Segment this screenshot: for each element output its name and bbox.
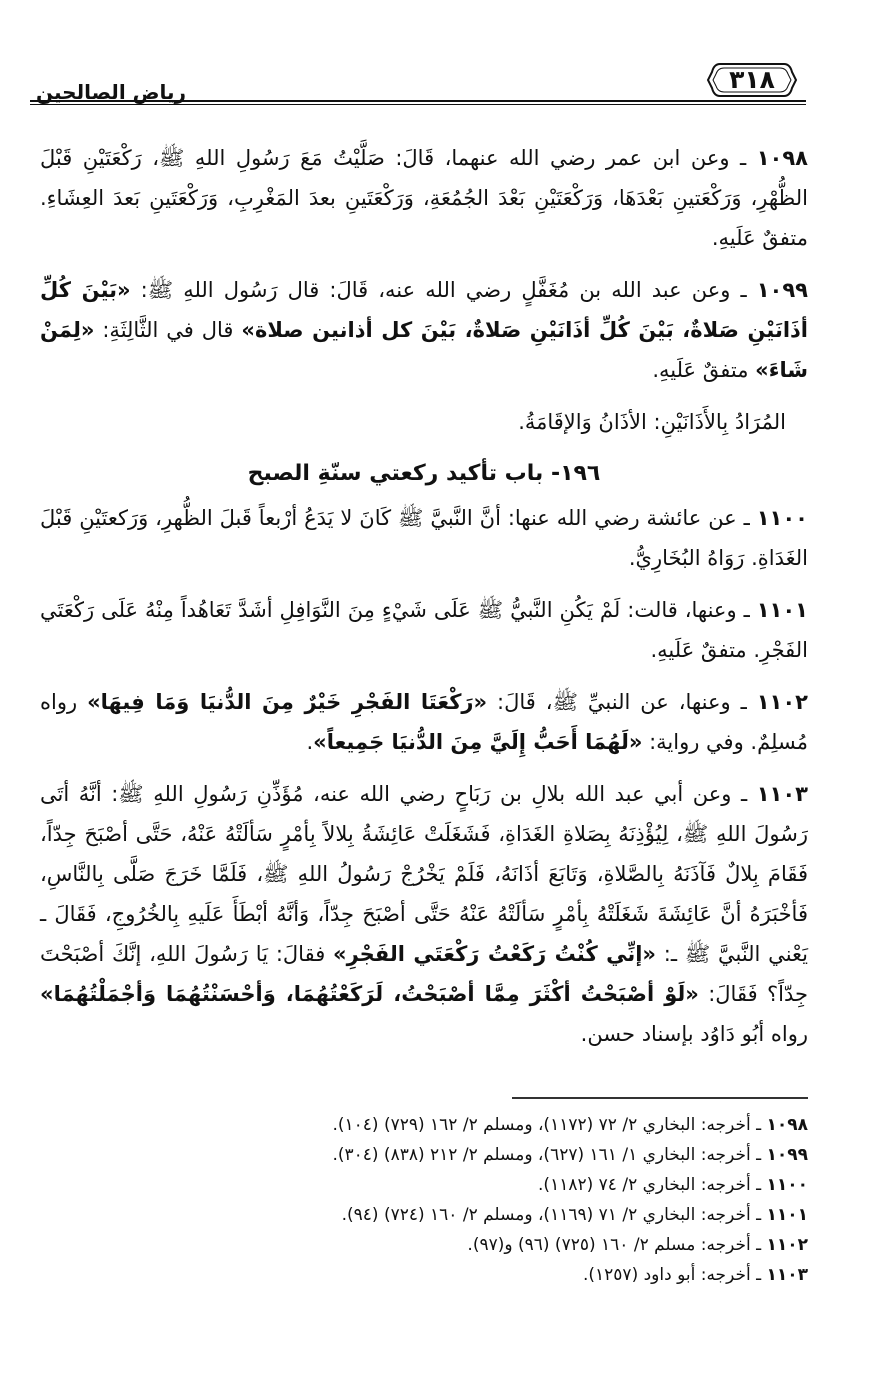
footnote [40, 1200, 808, 1230]
number-separator: ـ [729, 146, 757, 170]
footnote-text: أخرجه: أبو داود (١٢٥٧). [582, 1265, 751, 1285]
hadith-quote: «إنِّي كُنْتُ رَكَعْتُ رَكْعَتَي الفَجْرِ» [333, 942, 656, 966]
hadith-paragraph [40, 774, 808, 1054]
hadith-segment: قال في الثَّالِثَةِ: [94, 318, 242, 342]
footnote [40, 1230, 808, 1260]
hadith-segment: عن عائشة رضي الله عنها: أنَّ النَّبيَّ ﷺ كَانَ لا يَدَعُ أرْبعاً قَبلَ الظُّهرِ، وَرَكعتَيْنِ قَبْلَ الغَدَاةِ. رَوَاهُ البُخَارِيُّ. [40, 506, 808, 570]
hadith-quote: «لِمَنْ شَاءَ» [40, 318, 808, 382]
footnote-number: ١٠٩٩ [766, 1145, 808, 1165]
hadith-segment: رواه مُسلِمٌ. وفي رواية: [40, 690, 808, 754]
page-number: ٣١٨ [729, 65, 775, 94]
number-separator: ـ [736, 598, 757, 622]
hadith-paragraph [40, 682, 808, 762]
hadith-number: ١١٠٣ [756, 782, 808, 806]
number-separator: ـ [750, 1145, 767, 1165]
number-separator: ـ [730, 278, 757, 302]
hadith-quote: «رَكْعَتَا الفَجْرِ خَيْرٌ مِنَ الدُّنيَا وَمَا فِيهَا» [87, 690, 488, 714]
hadith-paragraph [40, 498, 808, 578]
number-separator: ـ [731, 782, 757, 806]
hadith-number: ١١٠٢ [756, 690, 809, 714]
footnote-text: أخرجه: البخاري ٢/ ٧٢ (١١٧٢)، ومسلم ٢/ ١٦٢ (٧٢٩) (١٠٤). [332, 1115, 751, 1135]
hadith-segment: . [306, 730, 314, 754]
footnote [40, 1140, 808, 1170]
footnote-number: ١٠٩٨ [766, 1115, 808, 1135]
number-separator: ـ [736, 506, 757, 530]
footnote-number: ١١٠٣ [766, 1265, 808, 1285]
explanatory-note: المُرَادُ بِالأَذَانَيْنِ: الأذَانُ وَالإقَامَةُ. [518, 410, 786, 434]
hadith-number: ١١٠٠ [756, 506, 808, 530]
hadith-segment: وعنها، عن النبيِّ ﷺ، قَالَ: [487, 690, 731, 714]
hadith-segment: وعن عبد الله بن مُغَفَّلٍ رضي الله عنه، قَالَ: قال رَسُول اللهِ ﷺ: [130, 278, 731, 302]
hadith-paragraph [40, 270, 808, 390]
number-separator: ـ [750, 1265, 767, 1285]
hadith-segment: متفقٌ عَلَيهِ. [652, 358, 756, 382]
number-separator: ـ [750, 1205, 767, 1225]
footnote-text: أخرجه: مسلم ٢/ ١٦٠ (٧٢٥) (٩٦) و(٩٧). [467, 1235, 751, 1255]
number-separator: ـ [750, 1235, 767, 1255]
hadith-quote: «بَيْنَ كُلِّ أذَانَيْنِ صَلاةٌ، بَيْنَ كُلِّ أذَانَيْنِ صَلاةٌ، بَيْنَ كل أذانين صلاة» [40, 278, 808, 342]
hadith-quote: «لَوْ أصْبَحْتُ أكْثَرَ مِمَّا أصْبَحْتُ، لَرَكَعْتُهُمَا، وَأحْسَنْتُهُمَا وَأجْمَلْتُهُمَا» [40, 982, 699, 1006]
footnote [40, 1260, 808, 1290]
hadith-number: ١٠٩٩ [756, 278, 808, 302]
hadith-segment: وعنها، قالت: لَمْ يَكُنِ النَّبيُّ ﷺ عَلَى شَيْءٍ مِنَ النَّوَافِلِ أشَدَّ تَعَاهُداً مِنْهُ عَلَى رَكْعَتَي الفَجْرِ. متفقٌ عَلَيهِ. [40, 598, 808, 662]
chapter-title: ١٩٦- باب تأكيد ركعتي سنّةِ الصبح [247, 461, 601, 486]
hadith-segment: وعن ابن عمر رضي الله عنهما، قَالَ: صَلَّيْتُ مَعَ رَسُولِ اللهِ ﷺ، رَكْعَتَيْنِ قَبْلَ الظُّهْرِ، وَرَكْعَتينِ بَعْدَهَا، وَرَكْعَتَيْنِ بَعْدَ الجُمُعَةِ، وَرَكْعَتَينِ بعدَ المَغْرِبِ، وَرَكْعَتَينِ بَعدَ العِشَاءِ. متفقٌ عَلَيهِ. [40, 146, 808, 250]
running-header-title: رياض الصالحين [36, 80, 187, 104]
footnote-text: أخرجه: البخاري ٢/ ٧١ (١١٦٩)، ومسلم ٢/ ١٦٠ (٧٢٤) (٩٤). [341, 1205, 751, 1225]
hadith-text [40, 146, 808, 250]
main-text [40, 138, 808, 1066]
hadith-number: ١١٠١ [756, 598, 808, 622]
footnote-text: أخرجه: البخاري ٢/ ٧٤ (١١٨٢). [538, 1175, 751, 1195]
header-rule [30, 100, 806, 106]
hadith-paragraph [40, 590, 808, 670]
page-number-badge [706, 60, 798, 100]
footnote-number: ١١٠٢ [766, 1235, 808, 1255]
hadith-number: ١٠٩٨ [756, 146, 808, 170]
hadith-quote: «لَهُمَا أَحَبُّ إِلَيَّ مِنَ الدُّنيَا جَمِيعاً» [313, 730, 643, 754]
number-separator: ـ [750, 1115, 767, 1135]
hadith-segment: وعن أبي عبد الله بلالِ بن رَبَاحٍ رضي الله عنه، مُؤَذِّنِ رَسُولِ اللهِ ﷺ: أنَّهُ أتَى رَسُولَ اللهِ ﷺ، لِيُؤْذِنَهُ بِصَلاةِ الغَدَاةِ، فَشَغَلَتْ عَائِشَةُ بِلالاً بِأمْرٍ سَألَتْهُ عَنْهُ، حَتَّى أصْبَحَ جِدّاً، فَقَامَ بِلالٌ فَآذَنَهُ بِالصَّلاةِ، وَتَابَعَ أذَانَهُ، فَلَمْ يَخْرُجْ رَسُولُ اللهِ ﷺ، فَلَمَّا خَرَجَ صَلَّى بِالنَّاسِ، فَأخْبَرَهُ أنَّ عَائِشَةَ شَغَلَتْهُ بِأمْرٍ سَألَتْهُ عَنْهُ حَتَّى أصْبَحَ جِدّاً، وَأنَّهُ أبْطَأَ عَلَيهِ بِالخُرُوجِ، فَقَالَ ـ يَعْني النَّبيَّ ﷺ ـ: [40, 782, 809, 966]
hadith-segment: فقالَ: يَا رَسُولَ اللهِ، إنَّكَ أصْبَحْتَ جِدّاً؟ فَقَالَ: [40, 942, 809, 1006]
footnote-text: أخرجه: البخاري ١/ ١٦١ (٦٢٧)، ومسلم ٢/ ٢١٢ (٨٣٨) (٣٠٤). [332, 1145, 751, 1165]
number-separator: ـ [730, 690, 757, 714]
hadith-text [40, 278, 808, 382]
hadith-paragraph [40, 138, 808, 258]
footnote-number: ١١٠٠ [766, 1175, 808, 1195]
footnote-rule [512, 1097, 808, 1099]
footnote [40, 1170, 808, 1200]
footnote [40, 1110, 808, 1140]
footnotes [40, 1110, 808, 1290]
number-separator: ـ [750, 1175, 767, 1195]
hadith-segment: رواه أبُو دَاوُد بإسناد حسن. [580, 1022, 808, 1046]
footnote-number: ١١٠١ [766, 1205, 808, 1225]
